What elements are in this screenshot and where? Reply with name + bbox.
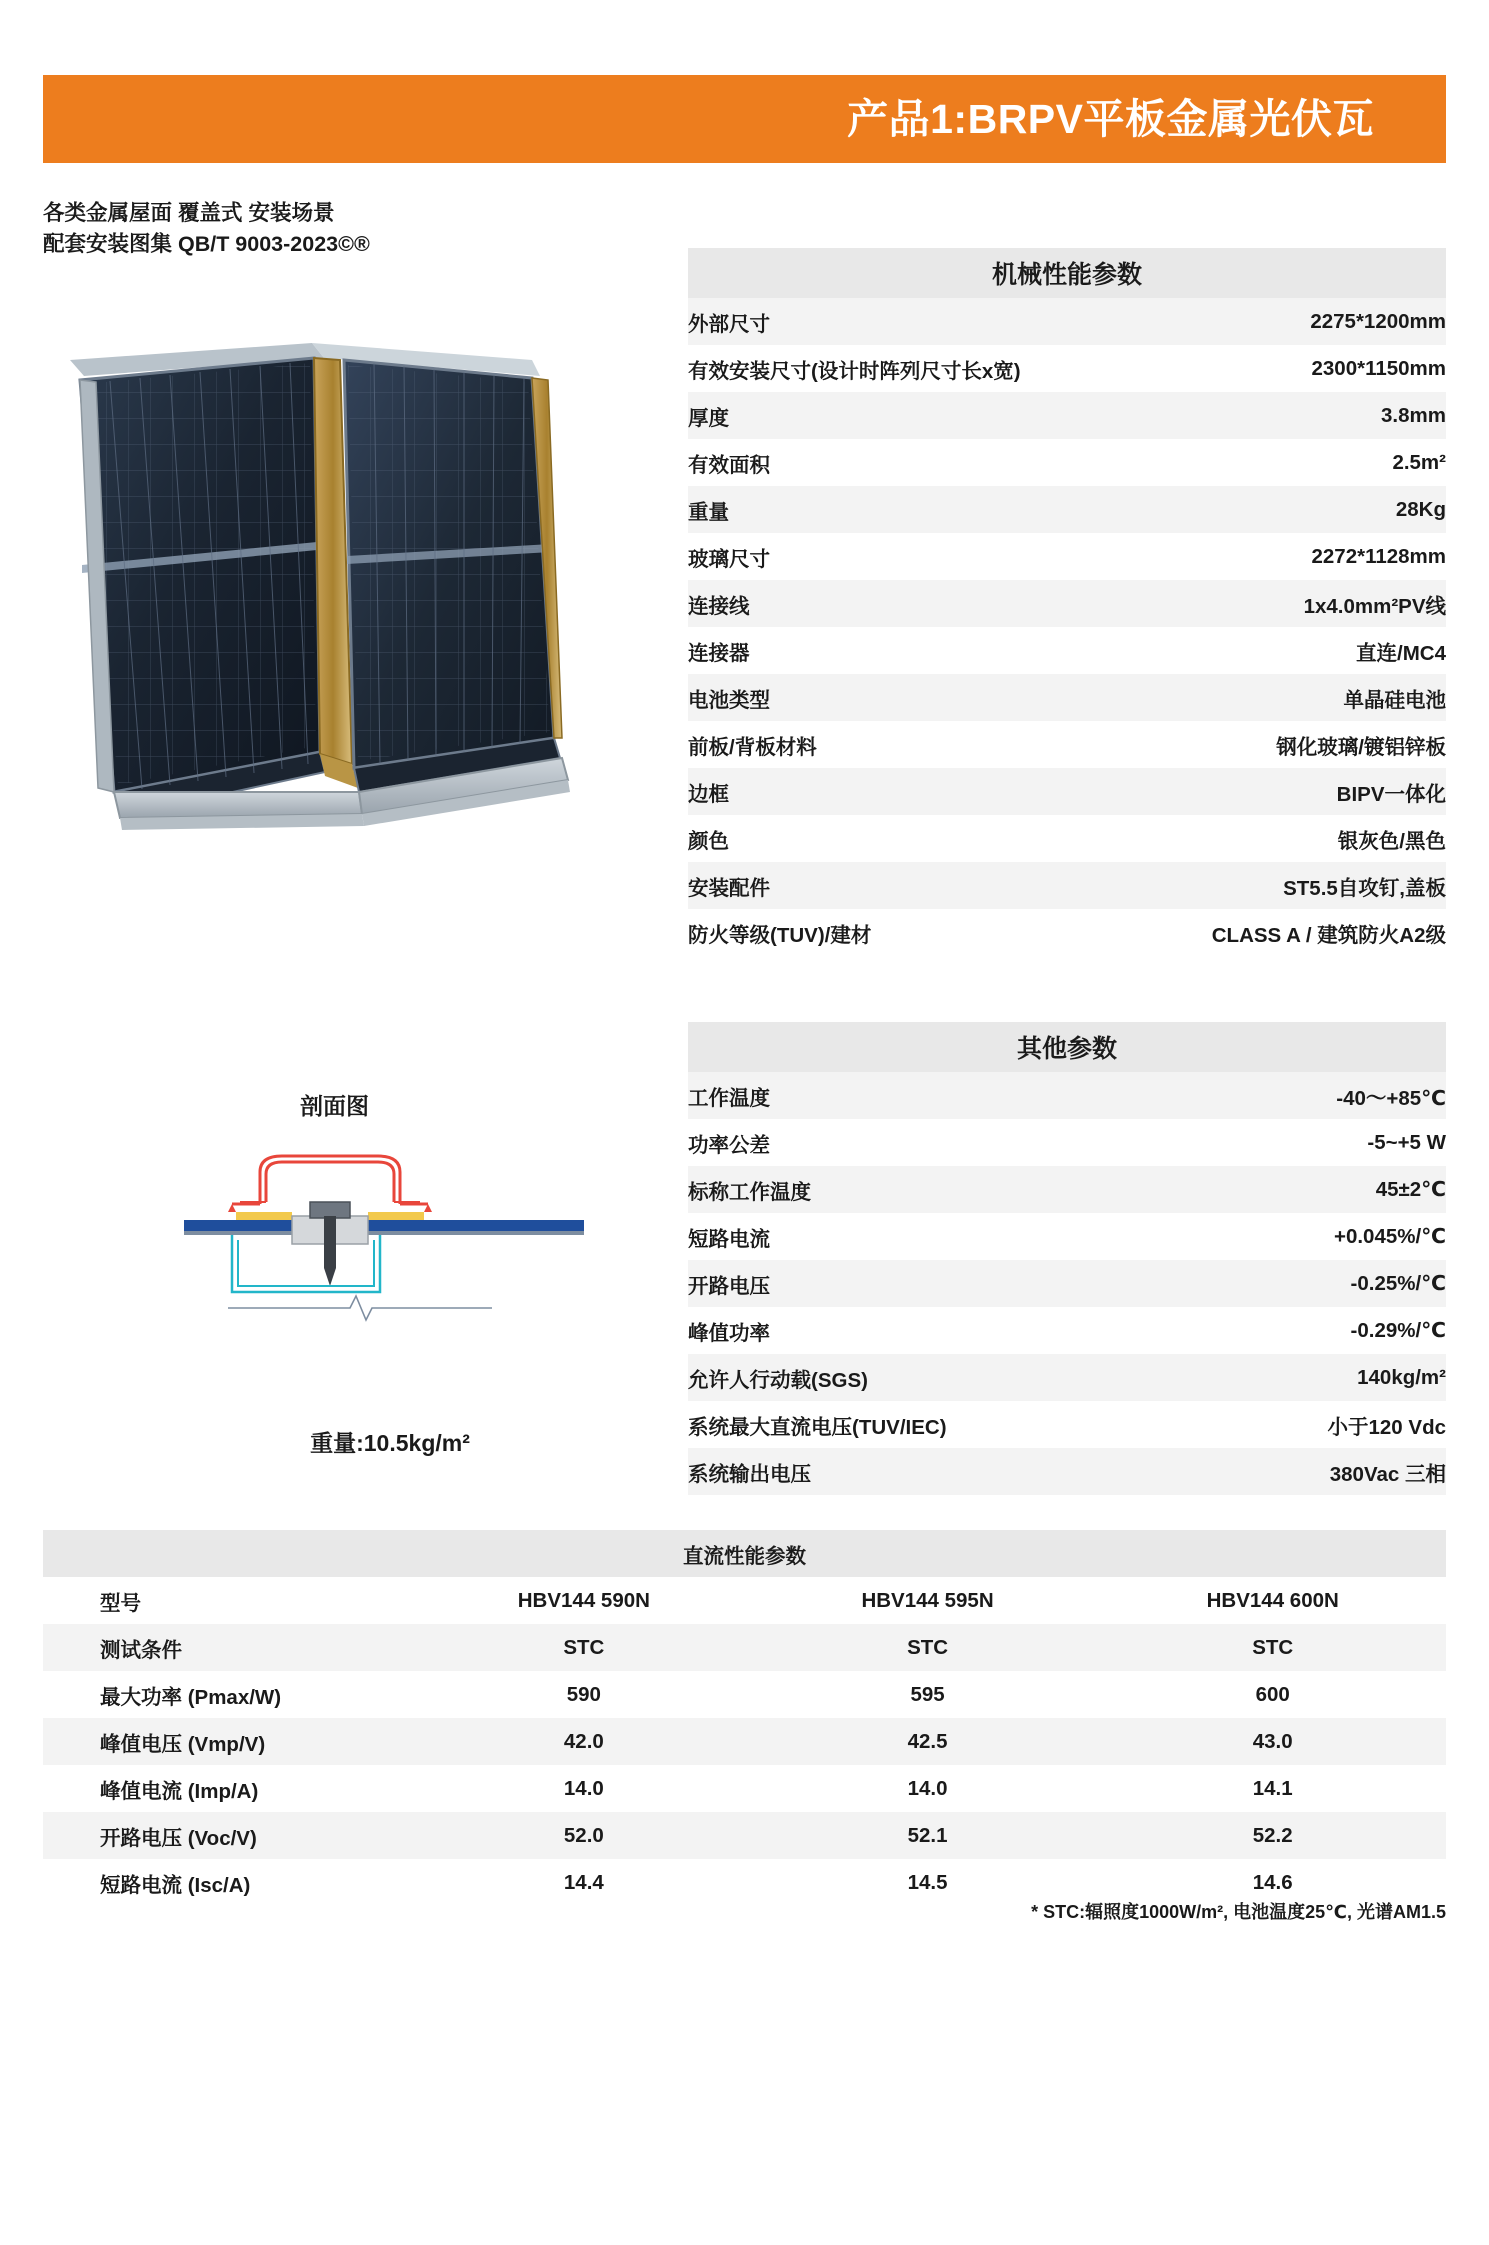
table-header-row — [43, 1530, 1446, 1577]
table-row — [688, 439, 1446, 486]
row-value: 银灰色/黑色 — [1337, 829, 1446, 853]
row-label: 厚度 — [688, 406, 729, 430]
page-title: 产品1:BRPV平板金属光伏瓦 — [847, 95, 1374, 142]
table-header-row — [688, 248, 1446, 298]
row-label: 安装配件 — [688, 876, 770, 900]
table-header-row — [688, 1022, 1446, 1072]
row-value-2: 595 — [910, 1682, 945, 1706]
table-row — [688, 721, 1446, 768]
row-value-2: 14.0 — [907, 1776, 948, 1800]
row-label: 边框 — [688, 782, 729, 806]
row-label: 颜色 — [688, 829, 729, 853]
row-value-3: HBV144 600N — [1206, 1588, 1339, 1612]
row-label: 标称工作温度 — [688, 1180, 811, 1204]
row-label: 系统最大直流电压(TUV/IEC) — [688, 1415, 947, 1439]
row-label: 允许人行动载(SGS) — [688, 1368, 868, 1392]
table-row — [688, 1166, 1446, 1213]
row-label: 功率公差 — [688, 1133, 770, 1157]
table-row — [688, 627, 1446, 674]
table-row — [688, 1260, 1446, 1307]
dc-table-footnote: * STC:辐照度1000W/m², 电池温度25℃, 光谱AM1.5 — [1031, 1902, 1446, 1922]
row-label: 有效安装尺寸(设计时阵列尺寸长x宽) — [688, 359, 1021, 383]
row-label: 型号 — [100, 1591, 141, 1615]
row-value-3: 52.2 — [1252, 1823, 1293, 1847]
row-value-3: STC — [1252, 1635, 1294, 1659]
row-value: -40～+85℃ — [1336, 1086, 1446, 1110]
row-value-1: 42.0 — [563, 1729, 604, 1753]
row-value-1: HBV144 590N — [517, 1588, 650, 1612]
dc-table-title: 直流性能参数 — [43, 1530, 1446, 1577]
row-value-3: 600 — [1255, 1682, 1290, 1706]
row-value-2: STC — [907, 1635, 949, 1659]
row-value: BIPV一体化 — [1336, 782, 1446, 806]
table-row — [688, 1401, 1446, 1448]
row-value-1: 14.4 — [563, 1870, 604, 1894]
row-value-3: 14.6 — [1252, 1870, 1293, 1894]
row-value-1: 590 — [566, 1682, 601, 1706]
row-value: 2300*1150mm — [1311, 356, 1446, 380]
table-row — [43, 1718, 1446, 1765]
row-value: 2272*1128mm — [1311, 544, 1446, 568]
table-row — [688, 1448, 1446, 1495]
cross-section-illustration — [170, 1130, 600, 1365]
row-label: 有效面积 — [688, 453, 770, 477]
row-label: 重量 — [688, 500, 729, 524]
table-row — [688, 1307, 1446, 1354]
row-value-2: HBV144 595N — [861, 1588, 994, 1612]
table-row — [688, 345, 1446, 392]
row-value: 1x4.0mm²PV线 — [1303, 594, 1446, 618]
table-row — [688, 580, 1446, 627]
row-label: 玻璃尺寸 — [688, 547, 770, 571]
table-row — [688, 674, 1446, 721]
product-photo — [62, 340, 674, 950]
row-value: 45±2℃ — [1375, 1178, 1446, 1201]
row-value: -0.25%/℃ — [1350, 1272, 1446, 1295]
table-row — [688, 1354, 1446, 1401]
row-value-1: 52.0 — [563, 1823, 604, 1847]
row-value: CLASS A / 建筑防火A2级 — [1211, 923, 1446, 947]
row-label: 防火等级(TUV)/建材 — [688, 923, 872, 947]
row-value: 140kg/m² — [1357, 1365, 1446, 1389]
table-row — [688, 486, 1446, 533]
row-value: -5~+5 W — [1367, 1130, 1446, 1154]
dc-performance-table — [43, 1530, 1446, 1906]
row-label: 电池类型 — [688, 688, 770, 712]
table-row — [688, 862, 1446, 909]
table-row — [688, 1213, 1446, 1260]
mechanical-table-title: 机械性能参数 — [688, 248, 1446, 298]
row-value-2: 14.5 — [907, 1870, 948, 1894]
cross-section-diagram — [170, 1130, 600, 1365]
table-row — [43, 1577, 1446, 1624]
mechanical-parameters-table — [688, 248, 1446, 956]
table-row — [43, 1812, 1446, 1859]
page-header-bar — [43, 75, 1446, 163]
row-label: 短路电流 — [688, 1227, 770, 1251]
other-parameters-table — [688, 1022, 1446, 1495]
scene-caption-line1: 各类金属屋面 覆盖式 安装场景 — [43, 201, 335, 225]
table-row — [688, 1119, 1446, 1166]
row-label: 前板/背板材料 — [688, 735, 817, 759]
row-value: 380Vac 三相 — [1329, 1462, 1446, 1486]
scene-caption — [43, 198, 663, 260]
row-label: 峰值功率 — [688, 1321, 770, 1345]
table-row — [688, 533, 1446, 580]
table-row — [688, 909, 1446, 956]
row-value-3: 43.0 — [1252, 1729, 1293, 1753]
row-label: 短路电流 (Isc/A) — [100, 1873, 251, 1897]
row-value: 小于120 Vdc — [1327, 1415, 1446, 1439]
row-label: 工作温度 — [688, 1086, 770, 1110]
row-value: -0.29%/℃ — [1350, 1319, 1446, 1342]
row-label: 峰值电流 (Imp/A) — [100, 1779, 259, 1803]
table-row — [688, 298, 1446, 345]
cross-section-title: 剖面图 — [300, 1093, 369, 1119]
row-label: 最大功率 (Pmax/W) — [100, 1685, 282, 1709]
row-value: 2275*1200mm — [1310, 309, 1446, 333]
row-value: 直连/MC4 — [1356, 641, 1446, 665]
row-value: ST5.5自攻钉,盖板 — [1283, 876, 1446, 900]
cross-section-weight-note: 重量:10.5kg/m² — [310, 1430, 470, 1456]
table-row — [688, 815, 1446, 862]
row-value-3: 14.1 — [1252, 1776, 1293, 1800]
row-label: 测试条件 — [100, 1638, 182, 1662]
row-value: 2.5m² — [1392, 450, 1446, 474]
row-label: 连接器 — [688, 641, 750, 665]
row-value-1: 14.0 — [563, 1776, 604, 1800]
scene-caption-line2: 配套安装图集 QB/T 9003-2023©® — [43, 232, 370, 257]
table-row — [43, 1624, 1446, 1671]
row-value: 单晶硅电池 — [1343, 688, 1446, 712]
row-label: 连接线 — [688, 594, 750, 618]
row-label: 系统输出电压 — [688, 1462, 811, 1486]
row-label: 峰值电压 (Vmp/V) — [100, 1732, 266, 1756]
product-photo-illustration — [62, 340, 674, 950]
table-row — [688, 768, 1446, 815]
row-value: 钢化玻璃/镀铝锌板 — [1276, 735, 1446, 759]
table-row — [43, 1671, 1446, 1718]
row-value: 28Kg — [1395, 497, 1446, 521]
row-label: 开路电压 — [688, 1274, 770, 1298]
table-row — [43, 1765, 1446, 1812]
other-table-title: 其他参数 — [688, 1022, 1446, 1072]
row-label: 外部尺寸 — [688, 312, 770, 336]
row-value-1: STC — [563, 1635, 605, 1659]
table-row — [688, 1072, 1446, 1119]
row-value-2: 42.5 — [907, 1729, 948, 1753]
table-row — [688, 392, 1446, 439]
row-value-2: 52.1 — [907, 1823, 948, 1847]
row-value: 3.8mm — [1381, 403, 1446, 427]
row-value: +0.045%/℃ — [1333, 1225, 1446, 1248]
row-label: 开路电压 (Voc/V) — [100, 1826, 257, 1850]
